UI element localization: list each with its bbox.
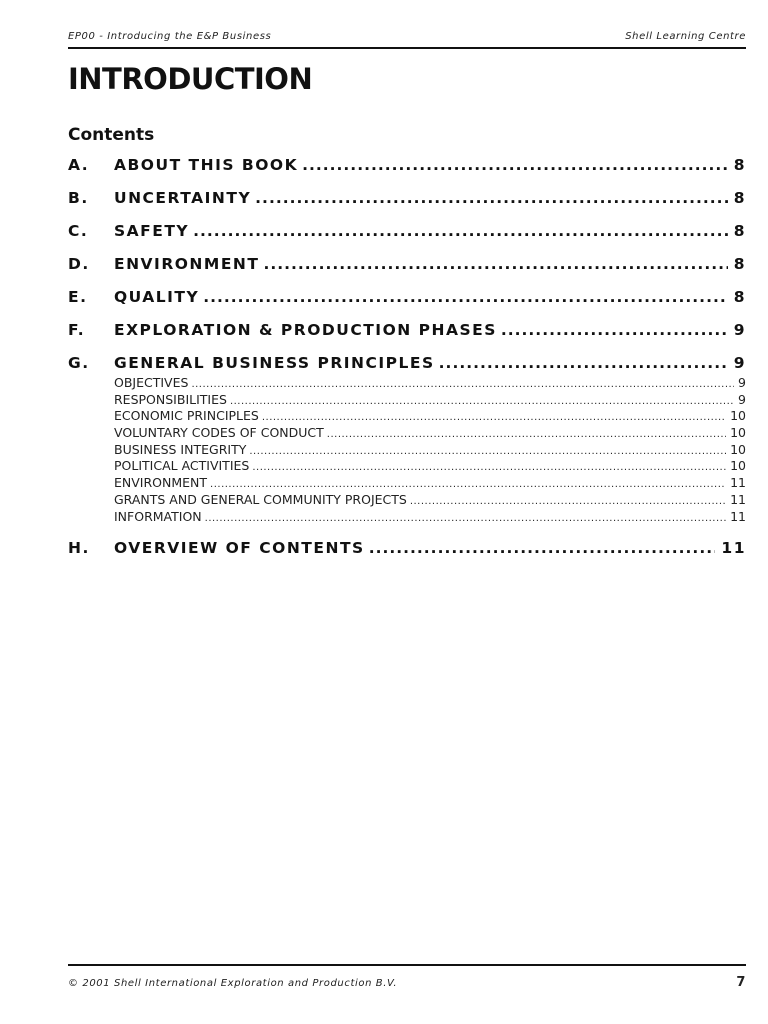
toc-subentry-objectives[interactable]	[114, 375, 746, 392]
toc-entry-label: OVERVIEW OF CONTENTS	[114, 539, 365, 558]
toc-subentry-environment[interactable]	[114, 475, 746, 492]
toc-entry-label: GENERAL BUSINESS PRINCIPLES	[114, 354, 435, 372]
header-document-title: EP00 - Introducing the E&P Business	[68, 31, 272, 42]
page-header	[68, 31, 746, 42]
toc-dot-leader	[255, 189, 728, 207]
toc-entry-label: ENVIRONMENT	[114, 255, 260, 273]
toc-dot-leader	[327, 429, 726, 440]
toc-dot-leader	[369, 539, 716, 557]
toc-subentry-economic-principles[interactable]	[114, 408, 746, 425]
toc-subentry-business-integrity[interactable]	[114, 442, 746, 459]
header-publisher: Shell Learning Centre	[625, 31, 746, 42]
toc-dot-leader	[501, 321, 728, 339]
toc-dot-leader	[410, 496, 726, 507]
contents-heading: Contents	[68, 125, 155, 145]
toc-entry-label: SAFETY	[114, 222, 190, 240]
toc-entry-letter: E.	[68, 288, 88, 306]
footer-copyright: © 2001 Shell International Exploration and Production B.V.	[68, 978, 398, 989]
toc-subentry-page: 9	[738, 391, 746, 407]
toc-entry-letter: D.	[68, 255, 90, 273]
toc-dot-leader	[262, 412, 726, 423]
toc-subentry-page: 9	[738, 375, 746, 390]
toc-entry-label: ABOUT THIS BOOK	[114, 156, 299, 174]
footer-divider	[68, 964, 746, 966]
toc-subentry-label: ECONOMIC PRINCIPLES	[114, 408, 259, 424]
toc-entry-safety[interactable]	[68, 222, 746, 255]
toc-subentry-label: INFORMATION	[114, 508, 202, 524]
header-divider	[68, 47, 746, 49]
toc-subentry-political-activities[interactable]	[114, 458, 746, 475]
toc-entry-letter: C.	[68, 222, 89, 240]
toc-entry-exploration-production-phases[interactable]	[68, 321, 746, 354]
toc-subentry-label: ENVIRONMENT	[114, 475, 208, 491]
toc-dot-leader	[302, 156, 728, 174]
toc-dot-leader	[263, 255, 727, 273]
toc-entry-label: EXPLORATION & PRODUCTION PHASES	[114, 321, 497, 339]
toc-subentry-label: OBJECTIVES	[114, 375, 189, 390]
toc-subentry-page: 11	[730, 508, 746, 524]
toc-subentry-voluntary-codes-of-conduct[interactable]	[114, 425, 746, 442]
page-number: 7	[736, 975, 746, 990]
toc-entry-environment[interactable]	[68, 255, 746, 288]
toc-entry-label: QUALITY	[114, 288, 200, 306]
toc-subentry-label: RESPONSIBILITIES	[114, 391, 227, 407]
toc-entry-letter: F.	[68, 321, 86, 339]
toc-subentry-responsibilities[interactable]	[114, 392, 746, 409]
toc-entry-page: 8	[733, 156, 746, 174]
toc-subentry-page: 10	[730, 425, 746, 441]
toc-entry-letter: A.	[68, 156, 90, 174]
toc-entry-page: 8	[733, 255, 746, 273]
toc-entry-overview-of-contents[interactable]	[68, 539, 746, 572]
toc-subentry-page: 11	[730, 491, 746, 507]
toc-entry-uncertainty[interactable]	[68, 189, 746, 222]
toc-subentry-label: GRANTS AND GENERAL COMMUNITY PROJECTS	[114, 491, 407, 507]
toc-dot-leader	[210, 479, 726, 490]
toc-subentry-page: 10	[730, 441, 746, 457]
toc-dot-leader	[249, 446, 726, 457]
toc-subentry-label: BUSINESS INTEGRITY	[114, 441, 247, 457]
page-title: INTRODUCTION	[68, 62, 313, 96]
toc-entry-page: 9	[733, 321, 746, 339]
toc-entry-about-this-book[interactable]	[68, 156, 746, 189]
toc-entry-page: 8	[733, 189, 746, 207]
toc-subentry-information[interactable]	[114, 509, 746, 526]
toc-entry-letter: H.	[68, 539, 90, 558]
toc-subentry-page: 10	[730, 458, 746, 474]
toc-dot-leader	[230, 396, 734, 407]
toc-subentry-grants-and-general-community-projects[interactable]	[114, 492, 746, 509]
toc-subentry-label: VOLUNTARY CODES OF CONDUCT	[114, 425, 324, 441]
toc-entry-page: 9	[733, 354, 746, 372]
toc-entry-page: 8	[733, 222, 746, 240]
toc-dot-leader	[203, 288, 727, 306]
toc-entry-letter: B.	[68, 189, 89, 207]
toc-entry-page: 11	[721, 539, 746, 558]
table-of-contents	[68, 156, 746, 572]
toc-dot-leader	[439, 354, 728, 372]
toc-entry-label: UNCERTAINTY	[114, 189, 252, 207]
toc-dot-leader	[191, 379, 734, 390]
toc-subentry-label: POLITICAL ACTIVITIES	[114, 458, 250, 474]
toc-subentry-page: 10	[730, 408, 746, 424]
page-footer	[68, 975, 746, 990]
toc-entry-page: 8	[733, 288, 746, 306]
toc-entry-quality[interactable]	[68, 288, 746, 321]
toc-dot-leader	[205, 513, 726, 524]
toc-dot-leader	[193, 222, 728, 240]
toc-dot-leader	[252, 462, 726, 473]
toc-entry-letter: G.	[68, 354, 90, 372]
toc-subentry-page: 11	[730, 475, 746, 491]
toc-sublist-general-business-principles	[114, 375, 746, 525]
